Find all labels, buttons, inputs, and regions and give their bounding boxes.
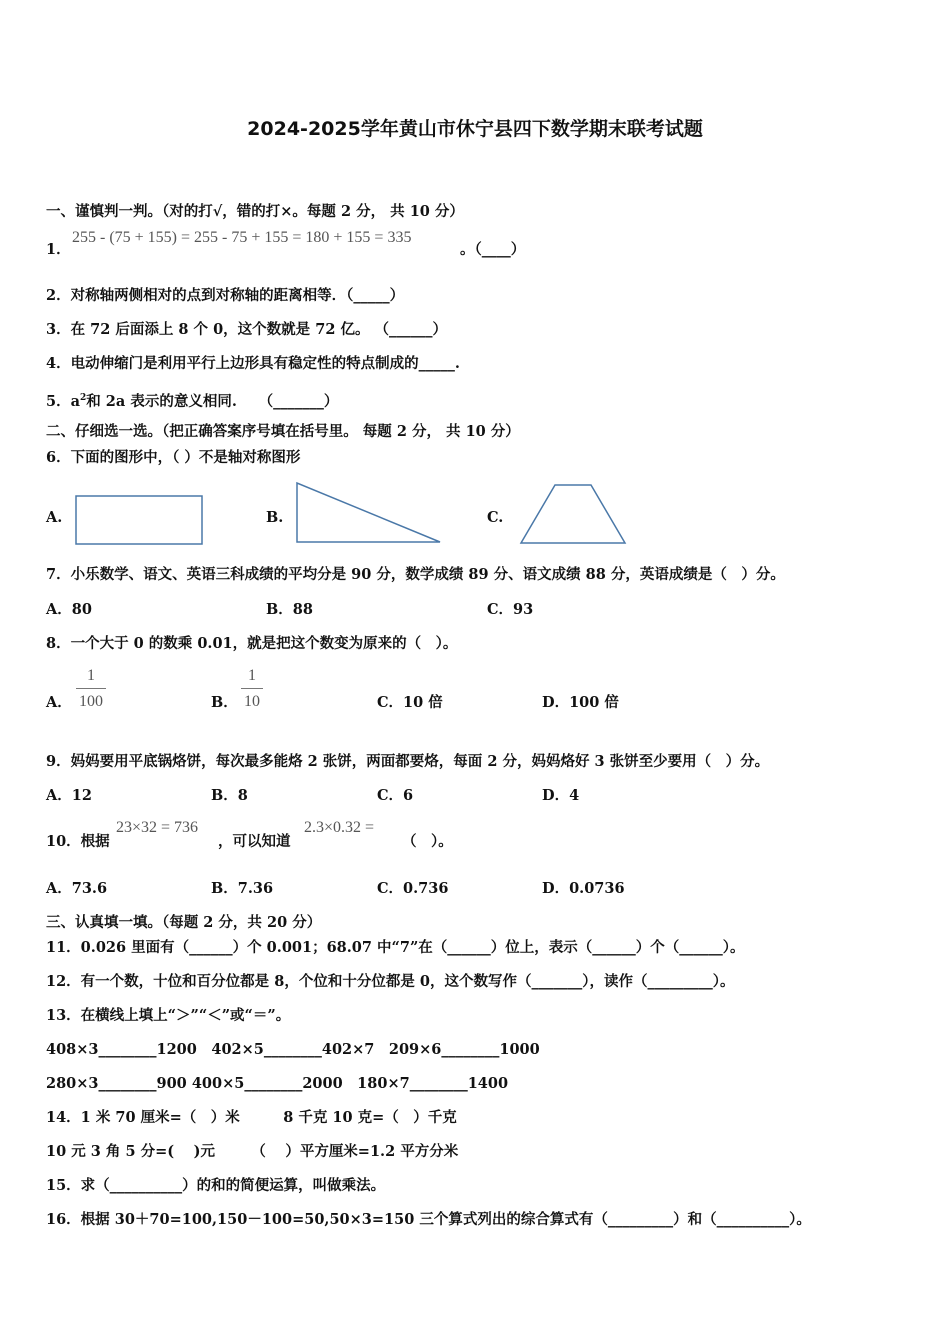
rectangle-figure — [74, 494, 206, 548]
q8-option-d[interactable]: D．100 倍 — [542, 694, 619, 711]
question-14-row-1: 14．1 米 70 厘米=（ ）米 8 千克 10 克=（ ）千克 — [46, 1109, 457, 1126]
q6-option-c-label[interactable]: C. — [487, 509, 504, 526]
q8-option-c[interactable]: C．10 倍 — [377, 694, 443, 711]
fraction-bar — [76, 688, 106, 689]
question-2: 2．对称轴两侧相对的点到对称轴的距离相等．（_____） — [46, 287, 405, 304]
question-9: 9．妈妈要用平底锅烙饼，每次最多能烙 2 张饼，两面都要烙，每面 2 分，妈妈烙好 3 张饼至少要用（ ）分。 — [46, 753, 770, 770]
q8-b-numerator: 1 — [248, 667, 256, 684]
q7-option-c[interactable]: C．93 — [487, 601, 534, 618]
section3-heading: 三、认真填一填。（每题 2 分，共 20 分） — [46, 914, 322, 931]
question-15: 15．求（__________）的和的简便运算，叫做乘法。 — [46, 1177, 386, 1194]
q13-row-2: 280×3________900 400×5________2000 180×7________1400 — [46, 1075, 509, 1092]
q9-option-d[interactable]: D．4 — [542, 787, 580, 804]
q10-expression-2: 2.3×0.32 = — [304, 819, 375, 836]
q8-option-a[interactable]: A． — [46, 694, 72, 711]
q10-option-d[interactable]: D．0.0736 — [542, 880, 625, 897]
section1-heading: 一、谨慎判一判。（对的打√，错的打×。每题 2 分， 共 10 分） — [46, 203, 464, 220]
question-13: 13．在横线上填上“＞”“＜”或“＝”。 — [46, 1007, 291, 1024]
q1-expression: 255 - (75 + 155) = 255 - 75 + 155 = 180 + 155 = 335 — [72, 229, 412, 246]
q10-option-b[interactable]: B．7.36 — [211, 880, 274, 897]
question-7: 7．小乐数学、语文、英语三科成绩的平均分是 90 分，数学成绩 89 分、语文成绩 88 分，英语成绩是（ ）分。 — [46, 566, 785, 583]
q5-suffix: 和 2a 表示的意义相同. （_______） — [86, 392, 339, 410]
question-4: 4．电动伸缩门是利用平行上边形具有稳定性的特点制成的_____. — [46, 355, 460, 372]
q8-b-denominator: 10 — [244, 693, 260, 710]
question-1 — [46, 240, 71, 260]
q7-option-a[interactable]: A．80 — [46, 601, 92, 618]
question-14-row-2: 10 元 3 角 5 分=( )元 （ ）平方厘米=1.2 平方分米 — [46, 1143, 459, 1160]
q9-option-a[interactable]: A．12 — [46, 787, 92, 804]
q5-superscript: 2 — [79, 393, 87, 403]
q10-middle-text: ，可以知道 — [218, 833, 291, 850]
q10-expression-1: 23×32 = 736 — [116, 819, 199, 836]
right-triangle-figure — [294, 480, 444, 546]
q6-option-a-label[interactable]: A. — [46, 509, 63, 526]
question-3: 3．在 72 后面添上 8 个 0，这个数就是 72 亿。 （______） — [46, 321, 448, 338]
q9-option-c[interactable]: C．6 — [377, 787, 414, 804]
question-11: 11．0.026 里面有（______）个 0.001；68.07 中“7”在（______）位上，表示（______）个（______）。 — [46, 939, 745, 956]
question-12: 12．有一个数，十位和百分位都是 8，个位和十分位都是 0，这个数写作（_______），读作（_________）。 — [46, 973, 735, 990]
q8-option-b[interactable]: B． — [211, 694, 238, 711]
q5-prefix: 5．a — [46, 392, 80, 410]
trapezoid-figure — [517, 482, 629, 546]
q8-fraction-b — [241, 666, 263, 712]
q1-number: 1． — [46, 241, 71, 258]
section2-heading: 二、仔细选一选。（把正确答案序号填在括号里。 每题 2 分， 共 10 分） — [46, 423, 520, 440]
q8-a-numerator: 1 — [87, 667, 95, 684]
q9-option-b[interactable]: B．8 — [211, 787, 248, 804]
q13-row-1: 408×3________1200 402×5________402×7 209×6________1000 — [46, 1041, 540, 1058]
q10-answer-blank[interactable]: （ ）。 — [402, 833, 453, 850]
q10-option-c[interactable]: C．0.736 — [377, 880, 449, 897]
q10-option-a[interactable]: A．73.6 — [46, 880, 108, 897]
q1-answer-blank[interactable]: 。（____） — [460, 241, 526, 258]
q7-option-b[interactable]: B．88 — [266, 601, 313, 618]
q8-fraction-a — [76, 666, 106, 712]
page-title: 2024-2025学年黄山市休宁县四下数学期末联考试题 — [247, 118, 703, 140]
q10-prefix: 10．根据 — [46, 833, 110, 850]
q6-option-b-label[interactable]: B. — [266, 509, 284, 526]
fraction-bar — [241, 688, 263, 689]
question-16: 16．根据 30＋70=100,150－100=50,50×3=150 三个算式列出的综合算式有（_________）和（__________）。 — [46, 1211, 811, 1228]
question-6: 6．下面的图形中，（ ）不是轴对称图形 — [46, 449, 301, 466]
q8-a-denominator: 100 — [79, 693, 103, 710]
question-5 — [46, 388, 338, 412]
question-8: 8．一个大于 0 的数乘 0.01，就是把这个数变为原来的（ ）。 — [46, 635, 458, 652]
